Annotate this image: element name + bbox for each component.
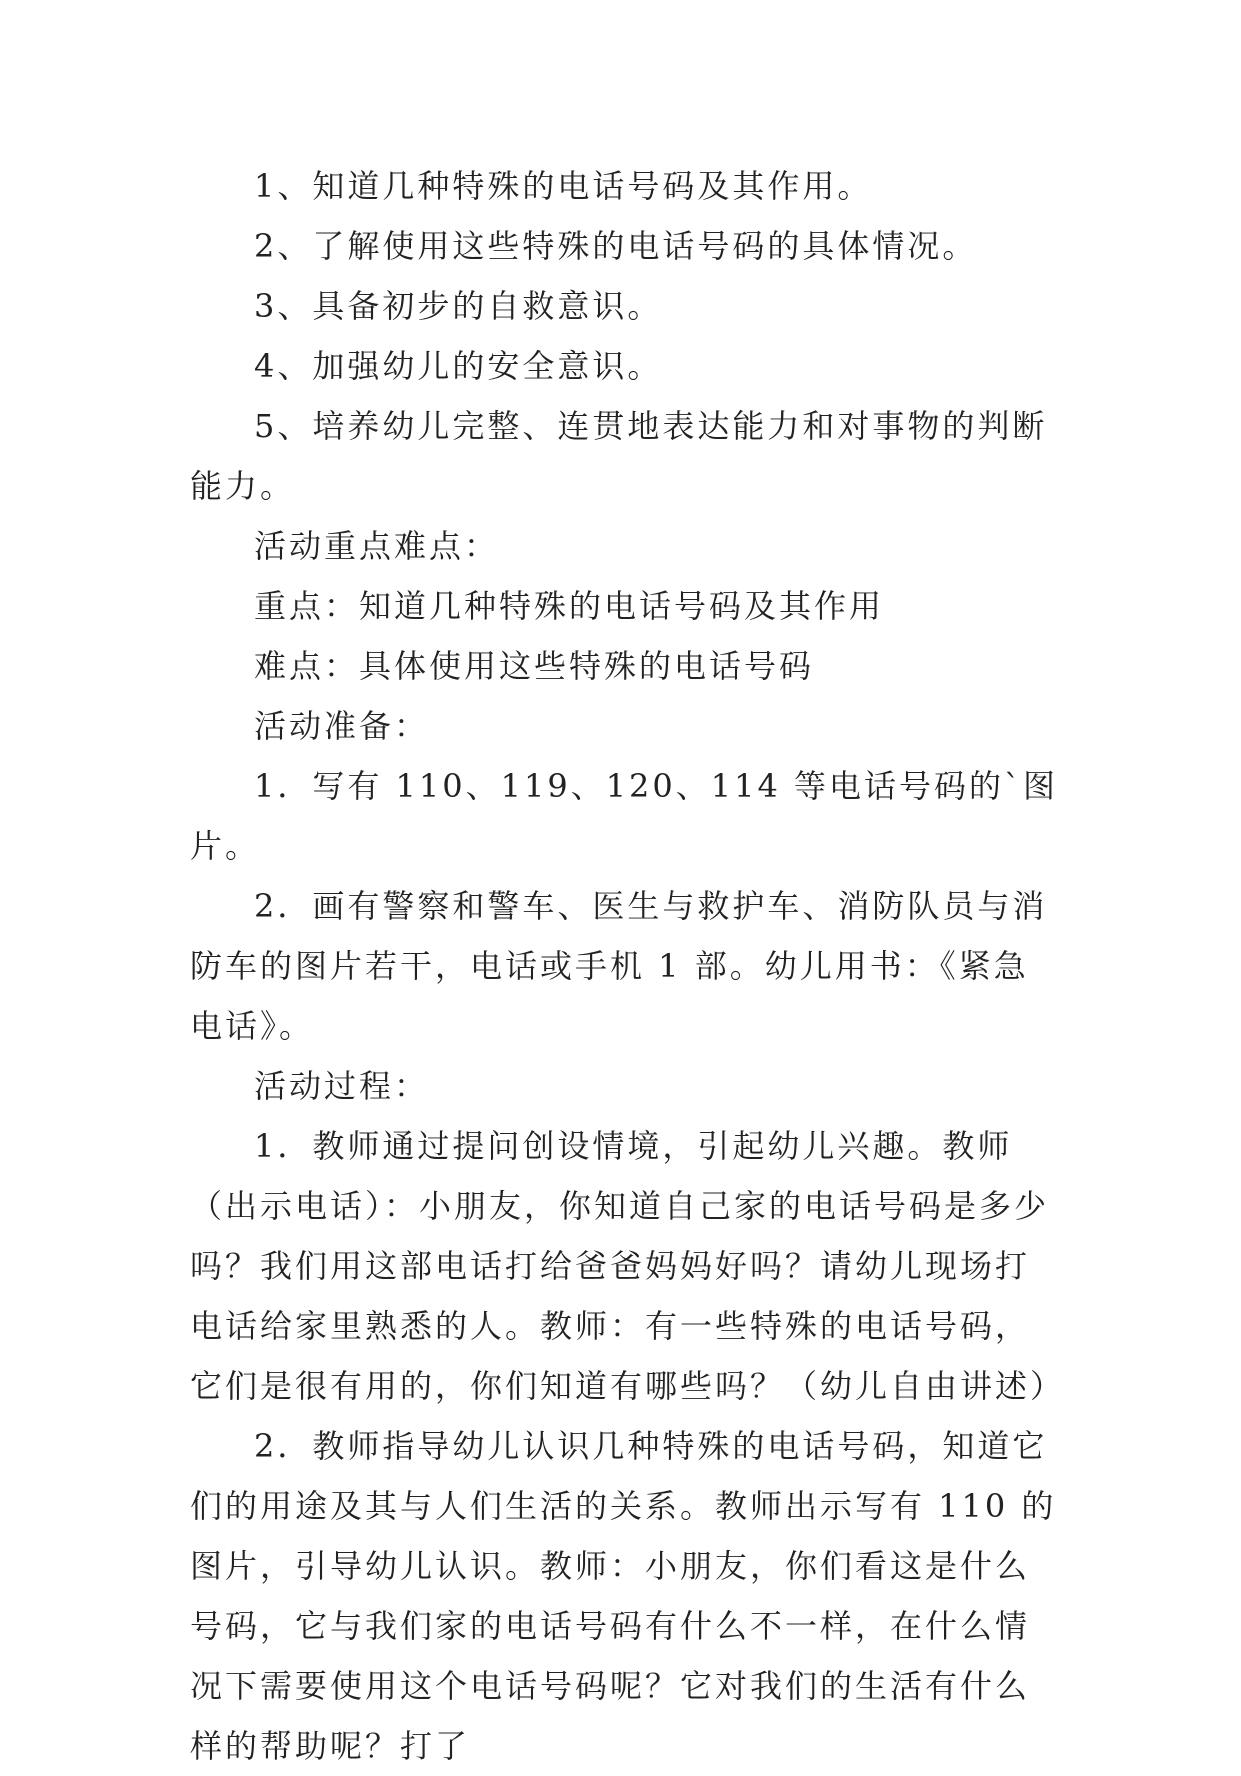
process-1-paragraph: 1．教师通过提问创设情境，引起幼儿兴趣。教师（出示电话）：小朋友，你知道自己家的电话号码是多少吗？我们用这部电话打给爸爸妈妈好吗？请幼儿现场打电话给家里熟悉的人。教师：有一些特殊的电话号码，它们是很有用的，你们知道有哪些吗？（幼儿自由讲述） [190,1127,1066,1405]
preparation-2-paragraph: 2．画有警察和警车、医生与救护车、消防队员与消防车的图片若干，电话或手机 1 部。幼儿用书：《紧急电话》。 [190,887,1048,1045]
document-body [190,156,1066,1776]
process-heading: 活动过程： [254,1067,430,1105]
preparation-1-paragraph: 1．写有 110、119、120、114 等电话号码的`图片。 [190,767,1059,865]
goal-1-paragraph: 1、知道几种特殊的电话号码及其作用。 [254,167,873,205]
difficult-point-paragraph: 难点：具体使用这些特殊的电话号码 [254,647,815,685]
goal-4-paragraph: 4、加强幼儿的安全意识。 [254,347,663,385]
goal-5-paragraph: 5、培养幼儿完整、连贯地表达能力和对事物的判断能力。 [190,407,1048,505]
key-difficult-points-heading: 活动重点难点： [254,527,500,565]
preparation-heading: 活动准备： [254,707,430,745]
process-2-paragraph: 2．教师指导幼儿认识几种特殊的电话号码，知道它们的用途及其与人们生活的关系。教师出示写有 110 的图片，引导幼儿认识。教师：小朋友，你们看这是什么号码，它与我们家的电话号码有什么不一样，在什么情况下需要使用这个电话号码呢？它对我们的生活有什么样的帮助呢？打了 [190,1427,1057,1765]
key-point-paragraph: 重点：知道几种特殊的电话号码及其作用 [254,587,885,625]
goal-3-paragraph: 3、具备初步的自救意识。 [254,287,663,325]
goal-2-paragraph: 2、了解使用这些特殊的电话号码的具体情况。 [254,227,978,265]
